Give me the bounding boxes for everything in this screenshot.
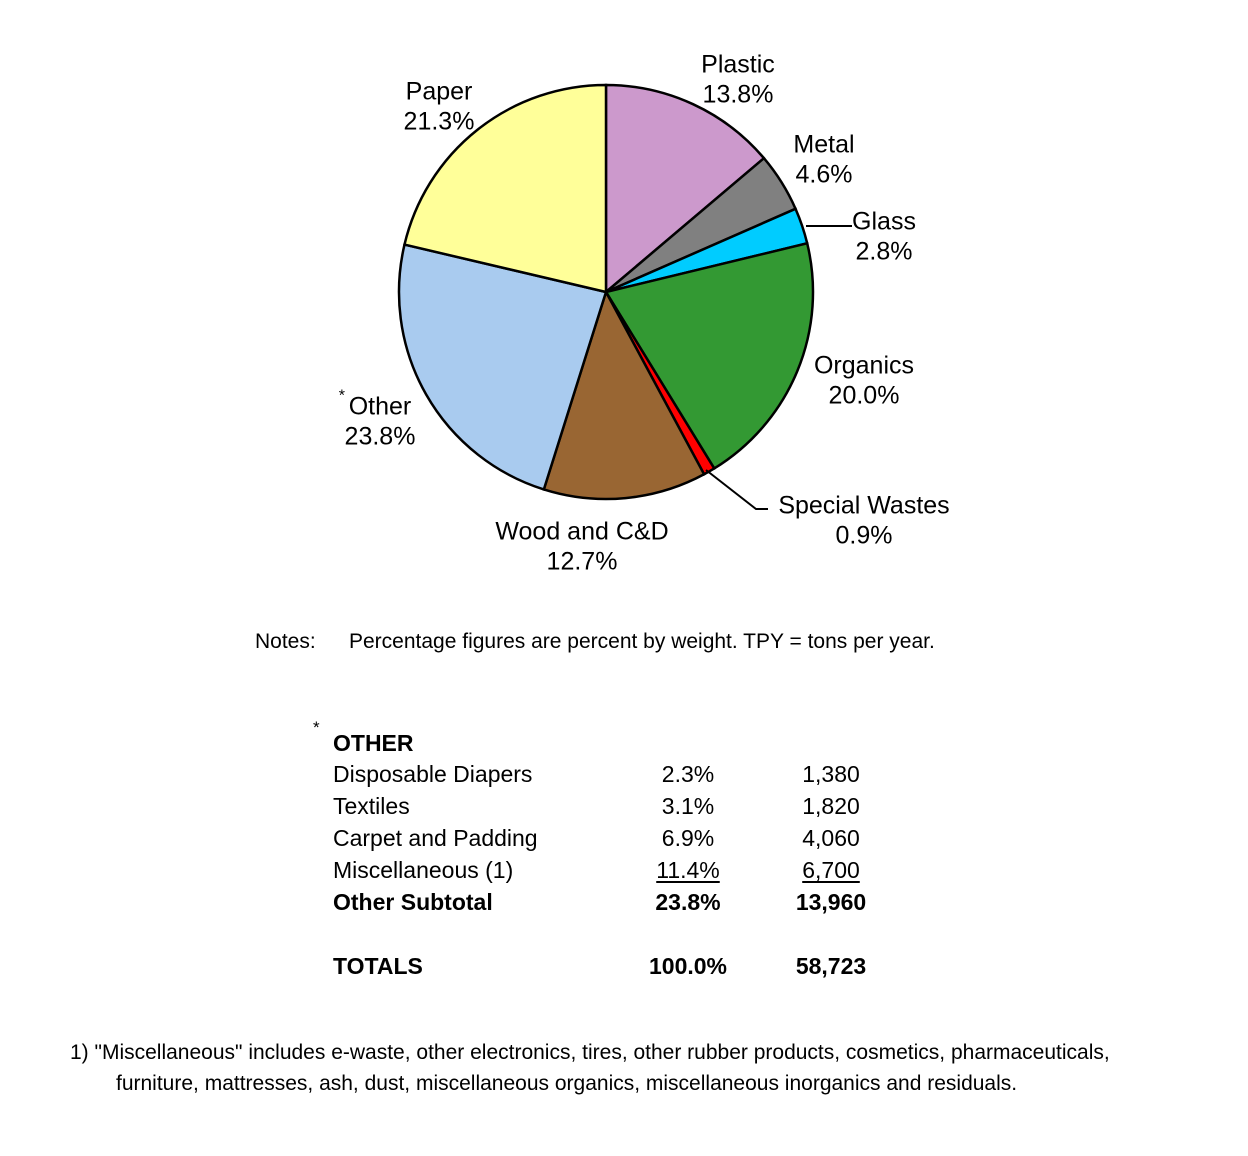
- leader-line-special-wastes: [706, 470, 768, 509]
- slice-label-plastic: Plastic: [701, 50, 775, 79]
- subtotal-row: [333, 889, 893, 919]
- totals-pct: 100.0%: [648, 953, 727, 979]
- row-name: Textiles: [333, 793, 410, 819]
- slice-label-special-wastes: Special Wastes: [778, 491, 950, 520]
- other-table-marker: *: [313, 718, 320, 737]
- row-pct: 2.3%: [661, 761, 715, 787]
- footnote-line-1: 1) "Miscellaneous" includes e-waste, other electronics, tires, other rubber products, cosmetics, pharmaceuticals,: [70, 1041, 1110, 1064]
- other-table-title: OTHER: [333, 730, 414, 756]
- footnote: [70, 1037, 1110, 1099]
- slice-label-metal: Metal: [793, 130, 855, 159]
- notes: [255, 630, 935, 654]
- row-pct: 6.9%: [661, 825, 715, 851]
- totals-tpy: 58,723: [795, 953, 867, 979]
- row-pct: 11.4%: [656, 857, 720, 883]
- table-row: [333, 825, 893, 855]
- table-row: [333, 857, 893, 887]
- table-row: [333, 793, 893, 823]
- slice-value-special-wastes: 0.9%: [835, 521, 893, 550]
- slice-label-organics: Organics: [813, 351, 915, 380]
- pie-slices: [399, 85, 813, 499]
- row-name: Carpet and Padding: [333, 825, 538, 851]
- subtotal-name: Other Subtotal: [333, 889, 493, 915]
- footnote-line-2: furniture, mattresses, ash, dust, miscellaneous organics, miscellaneous inorganics and residuals.: [116, 1072, 1018, 1095]
- slice-value-metal: 4.6%: [795, 160, 853, 189]
- slice-label-wood-and-c-d: Wood and C&D: [495, 517, 669, 546]
- slice-value-plastic: 13.8%: [702, 80, 774, 109]
- slice-value-glass: 2.8%: [855, 237, 913, 266]
- slice-value-paper: 21.3%: [403, 107, 475, 136]
- subtotal-tpy: 13,960: [795, 889, 867, 915]
- slice-value-wood-and-c-d: 12.7%: [546, 547, 618, 576]
- table-row: [333, 761, 893, 791]
- row-name: Disposable Diapers: [333, 761, 533, 787]
- subtotal-pct: 23.8%: [655, 889, 721, 915]
- slice-value-organics: 20.0%: [828, 381, 900, 410]
- notes-text: Percentage figures are percent by weight. TPY = tons per year.: [349, 630, 935, 653]
- row-tpy: 4,060: [802, 825, 860, 851]
- slice-marker-other: *: [338, 387, 345, 405]
- row-name: Miscellaneous (1): [333, 857, 514, 883]
- totals-row: [333, 953, 893, 983]
- slice-label-other: Other: [348, 392, 412, 421]
- notes-label: Notes:: [255, 630, 316, 653]
- slice-value-other: 23.8%: [344, 422, 416, 451]
- totals-name: TOTALS: [333, 953, 423, 979]
- row-tpy: 6,700: [802, 857, 860, 883]
- slice-label-paper: Paper: [405, 77, 473, 106]
- row-pct: 3.1%: [661, 793, 715, 819]
- slice-label-glass: Glass: [852, 207, 916, 236]
- row-tpy: 1,820: [802, 793, 860, 819]
- row-tpy: 1,380: [802, 761, 860, 787]
